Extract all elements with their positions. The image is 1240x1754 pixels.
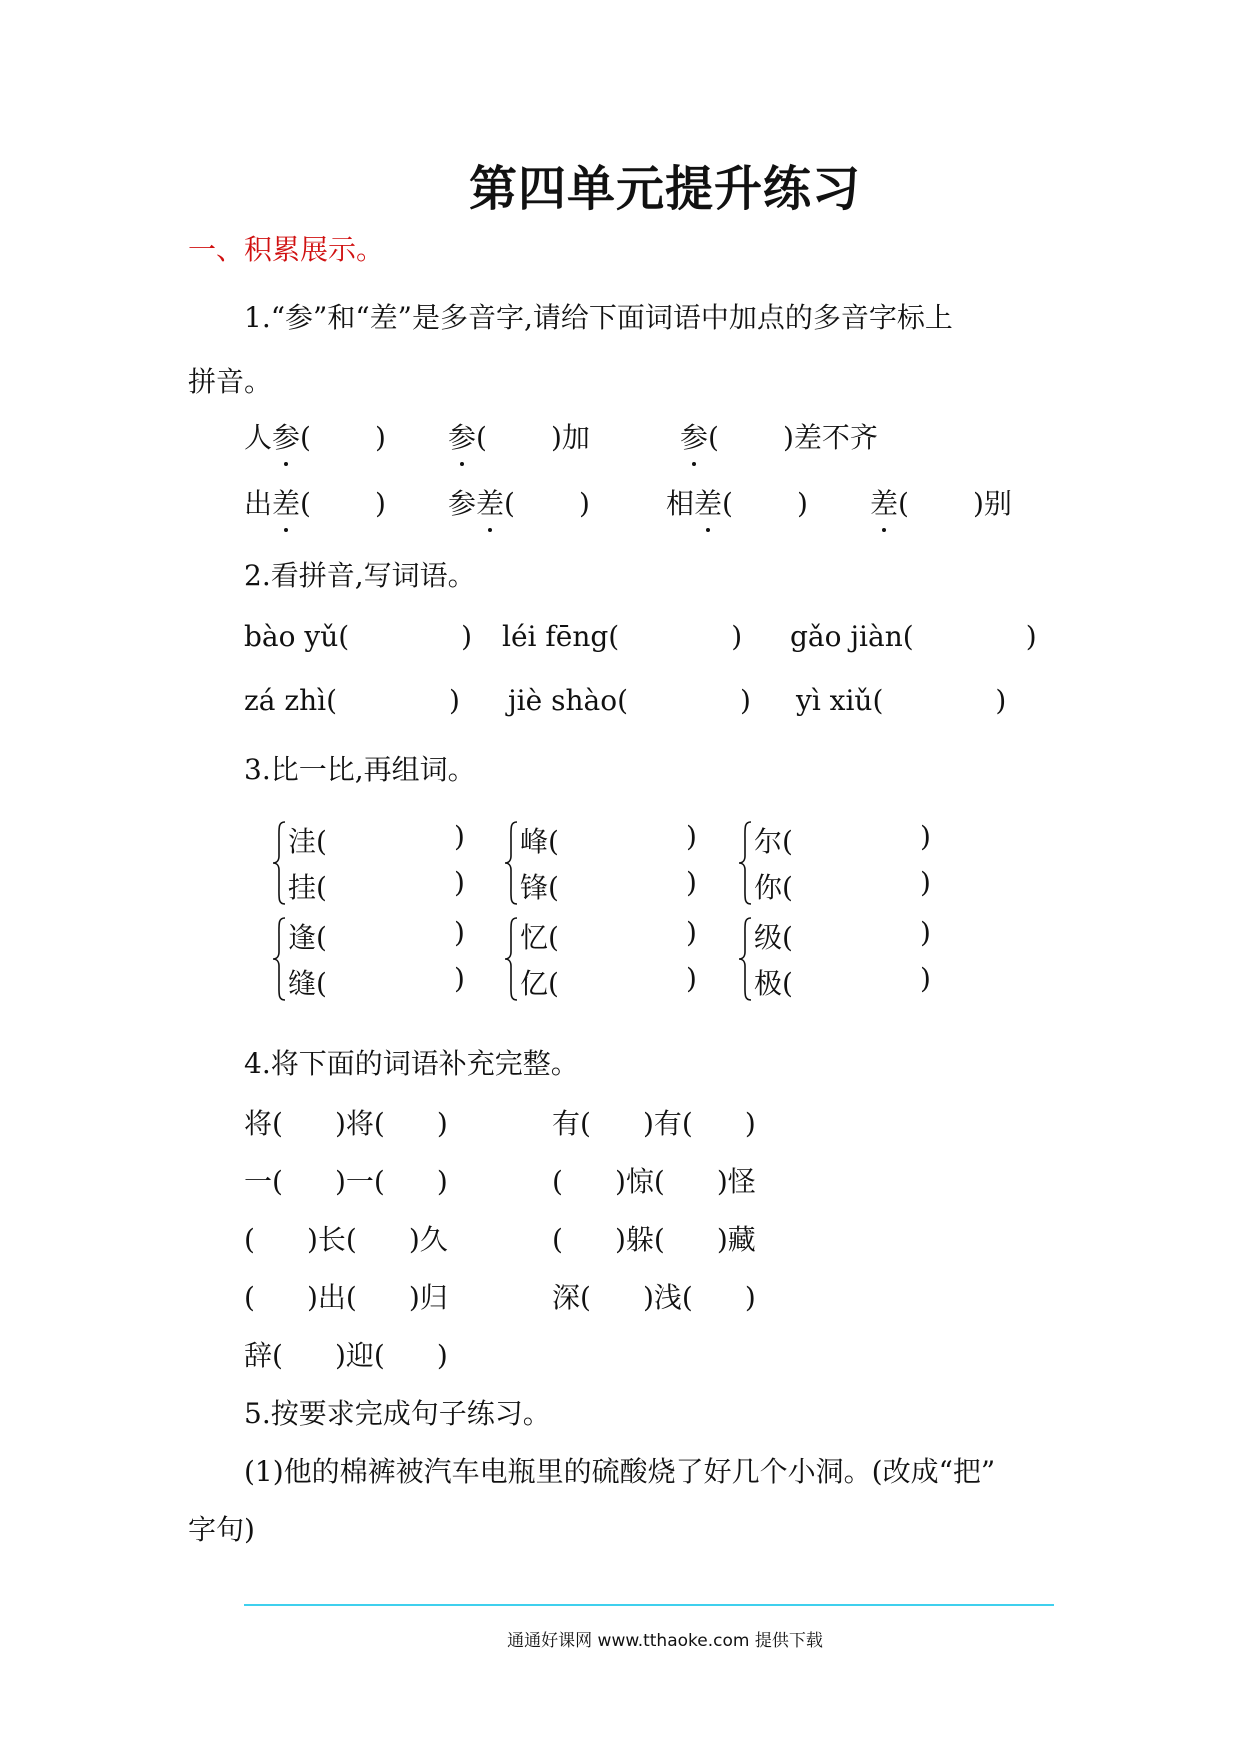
q3-pair: 忆( ) 亿( ) bbox=[504, 916, 734, 1008]
q3-pair: 级( ) 极( ) bbox=[738, 916, 968, 1008]
brace-icon bbox=[738, 916, 752, 1002]
q4-prompt: 4.将下面的词语补充完整。 bbox=[244, 1047, 579, 1080]
q1-item: 参( )差不齐 bbox=[680, 416, 878, 456]
q5-sentence-1: (1)他的棉裤被汽车电瓶里的硫酸烧了好几个小洞。(改成“把” bbox=[244, 1455, 996, 1488]
footer-credit: 通通好课网 www.tthaoke.com 提供下载 bbox=[507, 1631, 823, 1651]
brace-icon bbox=[272, 820, 286, 906]
q1-item: 出差( ) bbox=[244, 482, 386, 522]
q1-item: 参差( ) bbox=[448, 482, 590, 522]
q1-item: 差( )别 bbox=[870, 482, 1012, 522]
q4-item: ( )惊( )怪 bbox=[552, 1165, 756, 1198]
q1-prompt: 1.“参”和“差”是多音字,请给下面词语中加点的多音字标上 bbox=[244, 301, 953, 334]
q2-item: zá zhì( ) bbox=[244, 684, 460, 717]
q4-item: 一( )一( ) bbox=[244, 1165, 448, 1198]
q4-item: 辞( )迎( ) bbox=[244, 1339, 448, 1372]
page-title: 第四单元提升练习 bbox=[468, 161, 861, 217]
q5-prompt: 5.按要求完成句子练习。 bbox=[244, 1397, 551, 1430]
q2-item: léi fēng( ) bbox=[502, 620, 743, 653]
q3-prompt: 3.比一比,再组词。 bbox=[244, 753, 476, 786]
q1-item: 相差( ) bbox=[666, 482, 808, 522]
q3-pair: 逢( ) 缝( ) bbox=[272, 916, 502, 1008]
q1-item: 参( )加 bbox=[448, 416, 590, 456]
q3-pair: 洼( ) 挂( ) bbox=[272, 820, 502, 912]
q1-prompt-cont: 拼音。 bbox=[188, 365, 273, 398]
q4-item: ( )躲( )藏 bbox=[552, 1223, 756, 1256]
q5-sentence-1-cont: 字句) bbox=[188, 1513, 255, 1546]
q4-item: 将( )将( ) bbox=[244, 1107, 448, 1140]
brace-icon bbox=[272, 916, 286, 1002]
q2-item: yì xiǔ( ) bbox=[796, 684, 1007, 717]
q4-item: 有( )有( ) bbox=[552, 1107, 756, 1140]
q2-item: bào yǔ( ) bbox=[244, 620, 473, 653]
brace-icon bbox=[504, 820, 518, 906]
q3-pair: 峰( ) 锋( ) bbox=[504, 820, 734, 912]
q4-item: ( )长( )久 bbox=[244, 1223, 448, 1256]
q2-prompt: 2.看拼音,写词语。 bbox=[244, 559, 476, 592]
brace-icon bbox=[738, 820, 752, 906]
brace-icon bbox=[504, 916, 518, 1002]
q4-item: 深( )浅( ) bbox=[552, 1281, 756, 1314]
q3-pair: 尔( ) 你( ) bbox=[738, 820, 968, 912]
footer-rule bbox=[244, 1604, 1054, 1606]
q2-item: jiè shào( ) bbox=[508, 684, 751, 717]
section-heading-accumulation: 一、积累展示。 bbox=[188, 233, 385, 266]
q2-item: gǎo jiàn( ) bbox=[790, 620, 1037, 653]
q4-item: ( )出( )归 bbox=[244, 1281, 448, 1314]
q1-item: 人参( ) bbox=[244, 416, 386, 456]
